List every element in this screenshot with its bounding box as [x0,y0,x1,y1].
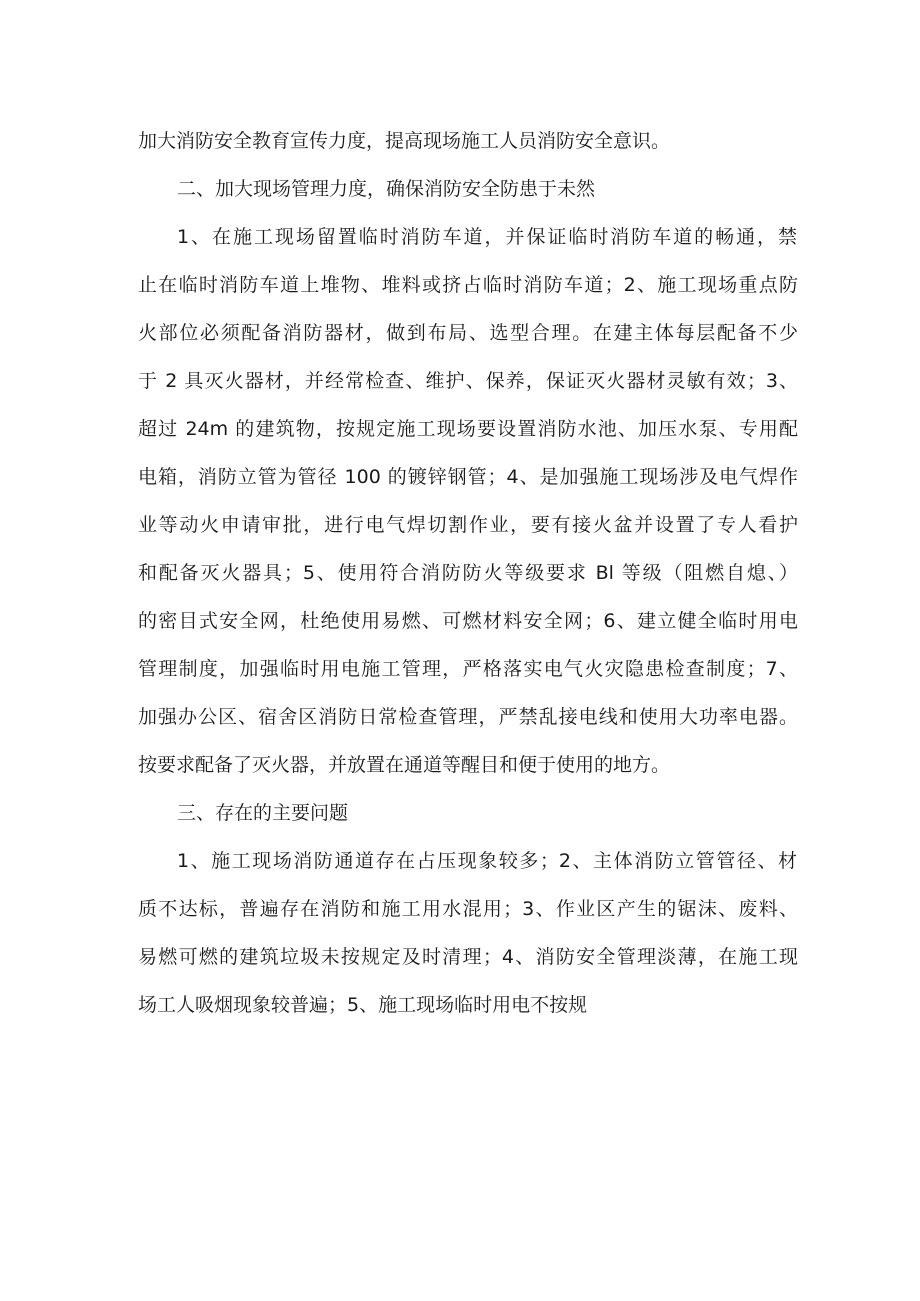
paragraph-line: 易燃可燃的建筑垃圾未按规定及时清理；4、消防安全管理淡薄，在施工现 [138,946,798,968]
paragraph-line: 质不达标，普遍存在消防和施工用水混用；3、作业区产生的锯沫、废料、 [138,898,798,920]
paragraph-line: 超过 24m 的建筑物，按规定施工现场要设置消防水池、加压水泵、专用配 [138,418,798,440]
section-heading: 二、加大现场管理力度，确保消防安全防患于未然 [177,178,596,200]
paragraph-line: 1、在施工现场留置临时消防车道，并保证临时消防车道的畅通，禁 [177,226,797,248]
paragraph-line: 加大消防安全教育宣传力度，提高现场施工人员消防安全意识。 [138,130,671,152]
paragraph-line: 管理制度，加强临时用电施工管理，严格落实电气火灾隐患检查制度；7、 [138,658,798,680]
paragraph-line: 的密目式安全网，杜绝使用易燃、可燃材料安全网；6、建立健全临时用电 [138,610,798,632]
paragraph-line: 场工人吸烟现象较普遍；5、施工现场临时用电不按规 [138,994,588,1016]
paragraph-line: 1、施工现场消防通道存在占压现象较多；2、主体消防立管管径、材 [177,850,797,872]
paragraph-line: 加强办公区、宿舍区消防日常检查管理，严禁乱接电线和使用大功率电器。 [138,706,798,728]
section-heading: 三、存在的主要问题 [177,802,349,824]
paragraph-line: 和配备灭火器具；5、使用符合消防防火等级要求 Bl 等级（阻燃自熄、） [138,562,798,584]
paragraph-line: 于 2 具灭火器材，并经常检查、维护、保养，保证灭火器材灵敏有效；3、 [138,370,798,392]
paragraph-line: 按要求配备了灭火器，并放置在通道等醒目和便于使用的地方。 [138,754,671,776]
paragraph-line: 火部位必须配备消防器材，做到布局、选型合理。在建主体每层配备不少 [138,322,798,344]
paragraph-line: 电箱，消防立管为管径 100 的镀锌钢管；4、是加强施工现场涉及电气焊作 [138,466,798,488]
paragraph-line: 业等动火申请审批，进行电气焊切割作业，要有接火盆并设置了专人看护 [138,514,798,536]
paragraph-line: 止在临时消防车道上堆物、堆料或挤占临时消防车道；2、施工现场重点防 [138,274,798,296]
